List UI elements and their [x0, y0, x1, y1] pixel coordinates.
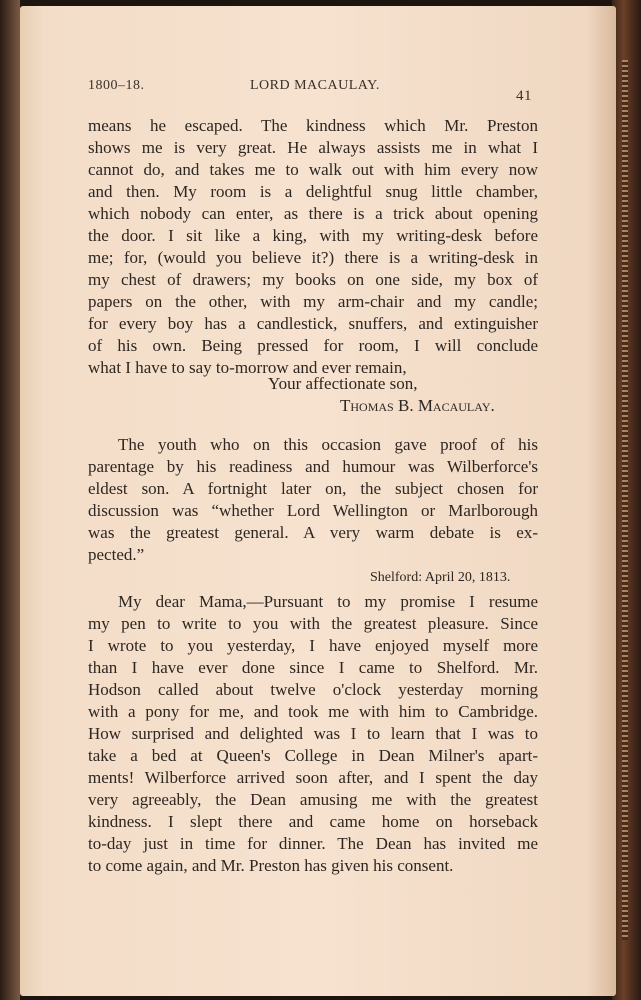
running-head-years: 1800–18.	[88, 78, 145, 93]
text-line: very agreeably, the Dean amusing me with the greatest	[88, 790, 538, 809]
text-line: The youth who on this occasion gave proof of his	[118, 435, 538, 454]
text-line: me; for, (would you believe it?) there is a writing-desk in	[88, 248, 538, 267]
running-head-title: LORD MACAULAY.	[250, 78, 380, 93]
text-line: of his own. Being pressed for room, I will conclude	[88, 336, 538, 355]
text-line: ments! Wilberforce arrived soon after, and I spent the day	[88, 768, 538, 787]
text-line: shows me is very great. He always assists me in what I	[88, 138, 538, 157]
text-line: parentage by his readiness and humour was Wilberforce's	[88, 457, 538, 476]
text-line: means he escaped. The kindness which Mr. Preston	[88, 116, 538, 135]
book-left-edge	[0, 0, 20, 1000]
text-line: I wrote to you yesterday, I have enjoyed myself more	[88, 636, 538, 655]
text-line: cannot do, and takes me to walk out with him every now	[88, 160, 538, 179]
text-line: Hodson called about twelve o'clock yesterday morning	[88, 680, 538, 699]
text-line: my chest of drawers; my books on one side, my box of	[88, 270, 538, 289]
dateline: Shelford: April 20, 1813.	[370, 570, 511, 585]
text-line: to-day just in time for dinner. The Dean has invited me	[88, 834, 538, 853]
text-line: my pen to write to you with the greatest pleasure. Since	[88, 614, 538, 633]
text-line: pected.”	[88, 545, 145, 564]
text-line: discussion was “whether Lord Wellington or Marlborough	[88, 501, 538, 520]
text-line: papers on the other, with my arm-chair and my candle;	[88, 292, 538, 311]
letter-closing: Your affectionate son,	[268, 374, 418, 393]
text-line: was the greatest general. A very warm debate is ex-	[88, 523, 538, 542]
text-line: take a bed at Queen's College in Dean Milner's apart-	[88, 746, 538, 765]
text-line: kindness. I slept there and came home on horseback	[88, 812, 538, 831]
spine-stitching	[622, 60, 628, 940]
text-line: to come again, and Mr. Preston has given his consent.	[88, 856, 454, 875]
text-line: How surprised and delighted was I to learn that I was to	[88, 724, 538, 743]
text-line: eldest son. A fortnight later on, the subject chosen for	[88, 479, 538, 498]
text-line: what I have to say to-morrow and ever remain,	[88, 358, 407, 377]
text-line: and then. My room is a delightful snug little chamber,	[88, 182, 538, 201]
text-line: which nobody can enter, as there is a trick about opening	[88, 204, 538, 223]
text-line: than I have ever done since I came to Shelford. Mr.	[88, 658, 538, 677]
text-line: the door. I sit like a king, with my writing-desk before	[88, 226, 538, 245]
page-number: 41	[516, 88, 532, 104]
text-line: with a pony for me, and took me with him to Cambridge.	[88, 702, 538, 721]
text-line: for every boy has a candlestick, snuffers, and extinguisher	[88, 314, 538, 333]
text-line: My dear Mama,—Pursuant to my promise I resume	[118, 592, 538, 611]
letter-signature: Thomas B. Macaulay.	[340, 396, 495, 415]
